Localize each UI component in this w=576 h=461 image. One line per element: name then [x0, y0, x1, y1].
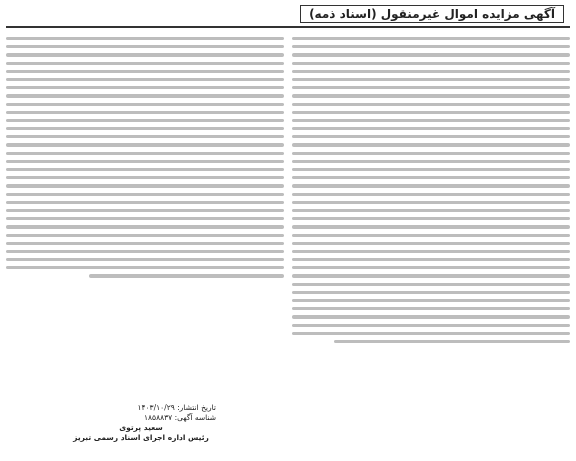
notice-header: [6, 4, 570, 24]
notice-id: شناسه آگهی: ۱۸۵۸۸۳۷: [144, 413, 216, 422]
text-line: [292, 152, 570, 155]
text-line: [292, 250, 570, 253]
text-line: [292, 266, 570, 269]
text-line: [89, 274, 284, 277]
text-line: [6, 53, 284, 56]
notice-title: آگهی مزایده اموال غیرمنقول (اسناد ذمه): [300, 5, 564, 23]
text-line: [292, 176, 570, 179]
text-line: [292, 184, 570, 187]
text-line: [6, 266, 284, 269]
signer-name: سعید پرتوی: [119, 423, 163, 432]
text-line: [292, 242, 570, 245]
text-line: [6, 111, 284, 114]
text-line: [6, 201, 284, 204]
right-column: [292, 32, 570, 453]
text-line: [292, 143, 570, 146]
text-line: [292, 45, 570, 48]
text-line: [6, 217, 284, 220]
text-line: [6, 250, 284, 253]
text-line: [6, 193, 284, 196]
text-line: [6, 258, 284, 261]
text-line: [292, 168, 570, 171]
text-line: [6, 143, 284, 146]
signature-block: [6, 403, 276, 443]
text-line: [292, 53, 570, 56]
text-line: [292, 70, 570, 73]
text-line: [6, 184, 284, 187]
text-line: [6, 242, 284, 245]
text-line: [6, 135, 284, 138]
text-line: [292, 307, 570, 310]
text-line: [292, 86, 570, 89]
text-line: [292, 103, 570, 106]
text-line: [6, 225, 284, 228]
text-line: [6, 70, 284, 73]
text-line: [6, 45, 284, 48]
text-line: [292, 94, 570, 97]
text-line: [292, 274, 570, 277]
text-line: [292, 258, 570, 261]
text-line: [292, 225, 570, 228]
text-line: [292, 193, 570, 196]
text-line: [6, 78, 284, 81]
text-line: [292, 324, 570, 327]
text-line: [292, 201, 570, 204]
left-column: [6, 32, 284, 453]
text-line: [6, 37, 284, 40]
text-line: [292, 135, 570, 138]
text-line: [6, 94, 284, 97]
text-line: [6, 86, 284, 89]
text-line: [292, 119, 570, 122]
text-line: [292, 62, 570, 65]
text-line: [292, 111, 570, 114]
publish-date: تاریخ انتشار: ۱۴۰۳/۱۰/۲۹: [137, 403, 216, 412]
text-line: [6, 209, 284, 212]
text-line: [6, 103, 284, 106]
text-line: [292, 291, 570, 294]
text-line: [334, 340, 570, 343]
text-line: [6, 152, 284, 155]
text-line: [292, 283, 570, 286]
text-line: [6, 62, 284, 65]
text-line: [292, 332, 570, 335]
text-line: [6, 160, 284, 163]
text-line: [292, 209, 570, 212]
text-line: [292, 315, 570, 318]
text-line: [292, 299, 570, 302]
text-line: [292, 217, 570, 220]
text-line: [292, 160, 570, 163]
text-line: [6, 119, 284, 122]
text-line: [292, 37, 570, 40]
header-rule: [6, 26, 570, 28]
notice-columns: [6, 32, 570, 453]
text-line: [6, 168, 284, 171]
text-line: [292, 78, 570, 81]
text-line: [292, 127, 570, 130]
text-line: [6, 234, 284, 237]
text-line: [6, 176, 284, 179]
text-line: [6, 127, 284, 130]
signer-role: رئیس اداره اجرای اسناد رسمی تبریز: [73, 433, 209, 442]
text-line: [292, 234, 570, 237]
